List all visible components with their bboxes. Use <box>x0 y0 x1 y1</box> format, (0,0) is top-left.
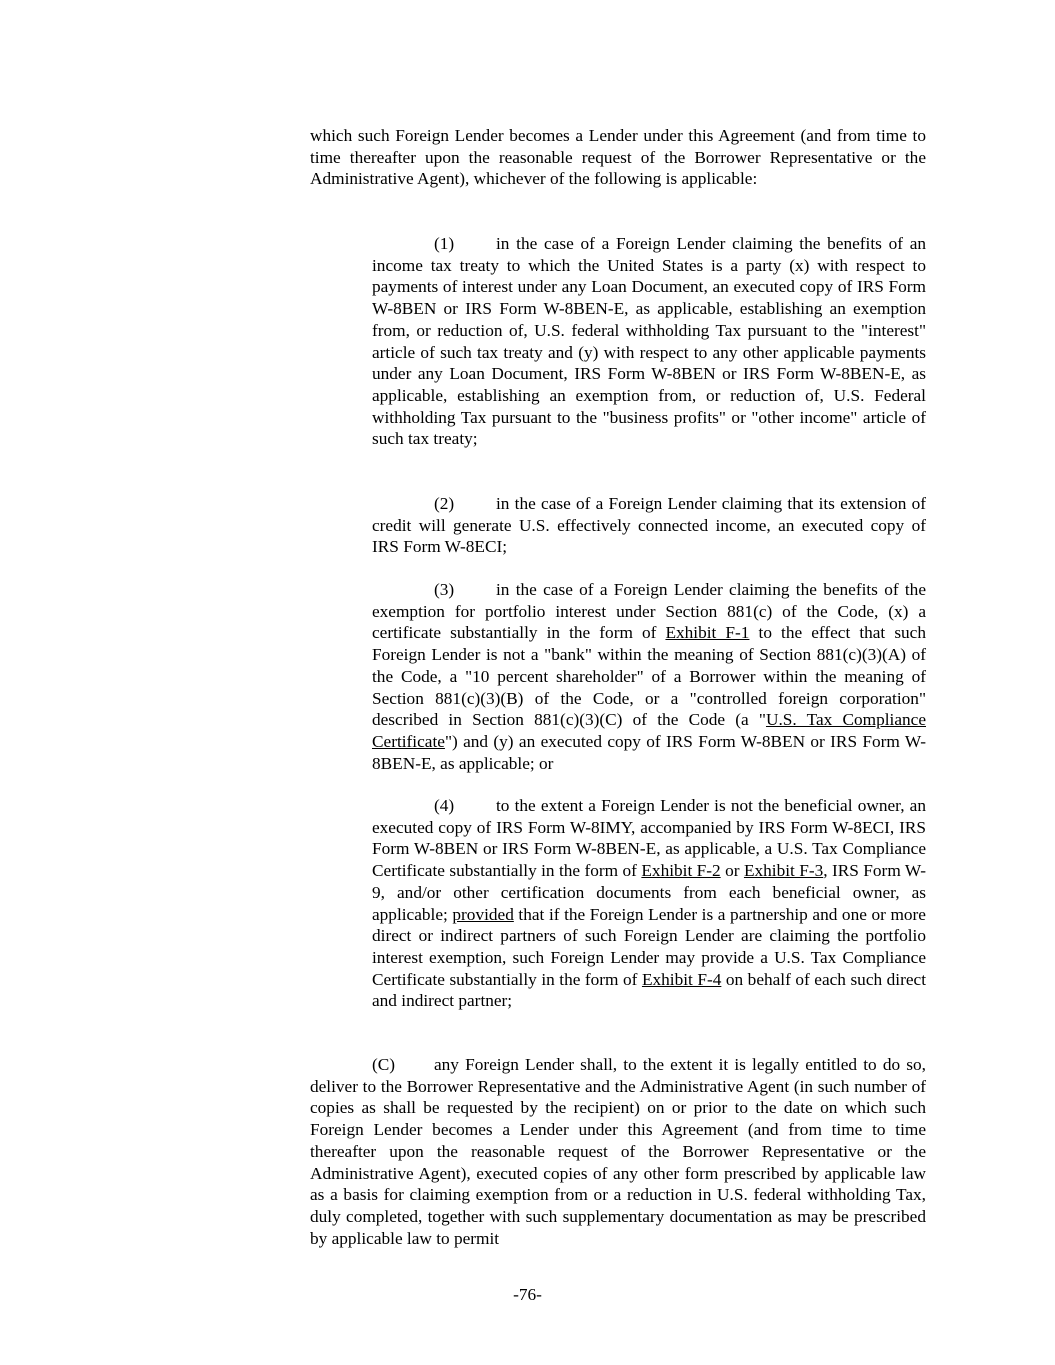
provided-term: provided <box>452 904 514 924</box>
clause-text: any Foreign Lender shall, to the extent it is legally entitled to do so, deliver to the Borrower Representative and the Administrative Agent (in such number of copies as shall be requested by the recipient) on or prior to the date on which such Foreign Lender becomes a Lender under this Agreement (and from time to time thereafter upon the reasonable request of the Borrower Representative or the Administrative Agent), executed copies of any other form prescribed by applicable law as a basis for claiming exemption from or a reduction in U.S. federal withholding Tax, duly completed, together with such supplementary documentation as may be prescribed by applicable law to permit <box>310 1055 926 1248</box>
clause-2 <box>372 493 926 558</box>
paragraph-text: which such Foreign Lender becomes a Lender under this Agreement (and from time to time thereafter upon the reasonable request of the Borrower Representative or the Administrative Agent), whichever of the following is applicable: <box>310 126 926 189</box>
clause-number: (4) <box>434 796 455 815</box>
paragraph-continuation <box>310 125 926 190</box>
clause-text: , IRS Form W-9, and/or other certification documents from each beneficial owner, as applicable; <box>372 861 926 924</box>
clause-number: (2) <box>434 494 455 513</box>
page-number: -76- <box>513 1285 542 1304</box>
clause-text: in the case of a Foreign Lender claiming that its extension of credit will generate U.S. effectively connected income, an executed copy of IRS Form W-8ECI; <box>372 494 926 557</box>
defined-term-us-tax-compliance-certificate: U.S. Tax Compliance Certificate <box>372 710 926 751</box>
clause-number: (3) <box>434 580 455 599</box>
exhibit-f2-link[interactable]: Exhibit F-2 <box>641 861 721 881</box>
exhibit-f3-link[interactable]: Exhibit F-3 <box>743 861 824 881</box>
clause-text: that if the Foreign Lender is a partnership and one or more direct or indirect partners of such Foreign Lender are claiming the portfolio interest exemption, such Foreign Lender may provide a U.S. Tax Compliance Certificate substantially in the form of <box>372 904 926 989</box>
clause-4 <box>372 795 926 1012</box>
clause-text: to the extent a Foreign Lender is not the beneficial owner, an executed copy of IRS Form W-8IMY, accompanied by IRS Form W-8ECI, IRS Form W-8BEN or IRS Form W-8BEN-E, as applicable, a U.S. Tax Compliance Certificate substantially in the form of <box>372 796 926 881</box>
clause-text: on behalf of each such direct and indirect partner; <box>372 969 926 1011</box>
clause-text: ") and (y) an executed copy of IRS Form W-8BEN or IRS Form W-8BEN-E, as applicable; or <box>372 731 926 773</box>
clause-3 <box>372 579 926 774</box>
exhibit-f4-link[interactable]: Exhibit F-4 <box>641 969 722 989</box>
clause-1 <box>372 233 926 450</box>
clause-number: (C) <box>372 1055 396 1074</box>
clause-text: or <box>720 861 744 881</box>
exhibit-f1-link[interactable]: Exhibit F-1 <box>665 623 750 643</box>
clause-text: in the case of a Foreign Lender claiming the benefits of an income tax treaty to which the United States is a party (x) with respect to payments of interest under any Loan Document, an executed copy of IRS Form W-8BEN or IRS Form W-8BEN-E, as applicable, establishing an exemption from, or reduction of, U.S. federal withholding Tax pursuant to the "interest" article of such tax treaty and (y) with respect to any other applicable payments under any Loan Document, IRS Form W-8BEN or IRS Form W-8BEN-E, as applicable, establishing an exemption from, or reduction of, U.S. Federal withholding Tax pursuant to the "business profits" or "other income" article of such tax treaty; <box>372 234 926 449</box>
clause-number: (1) <box>434 234 455 253</box>
clause-c <box>310 1054 926 1249</box>
clause-text: to the effect that such Foreign Lender is not a "bank" within the meaning of Section 881(c)(3)(A) of the Code, a "10 percent shareholder" of a Borrower within the meaning of Section 881(c)(3)(B) of the Code, or a "controlled foreign corporation" described in Section 881(c)(3)(C) of the Code (a " <box>372 623 926 730</box>
clause-text: in the case of a Foreign Lender claiming the benefits of the exemption for portfolio interest under Section 881(c) of the Code, (x) a certificate substantially in the form of <box>372 580 926 643</box>
